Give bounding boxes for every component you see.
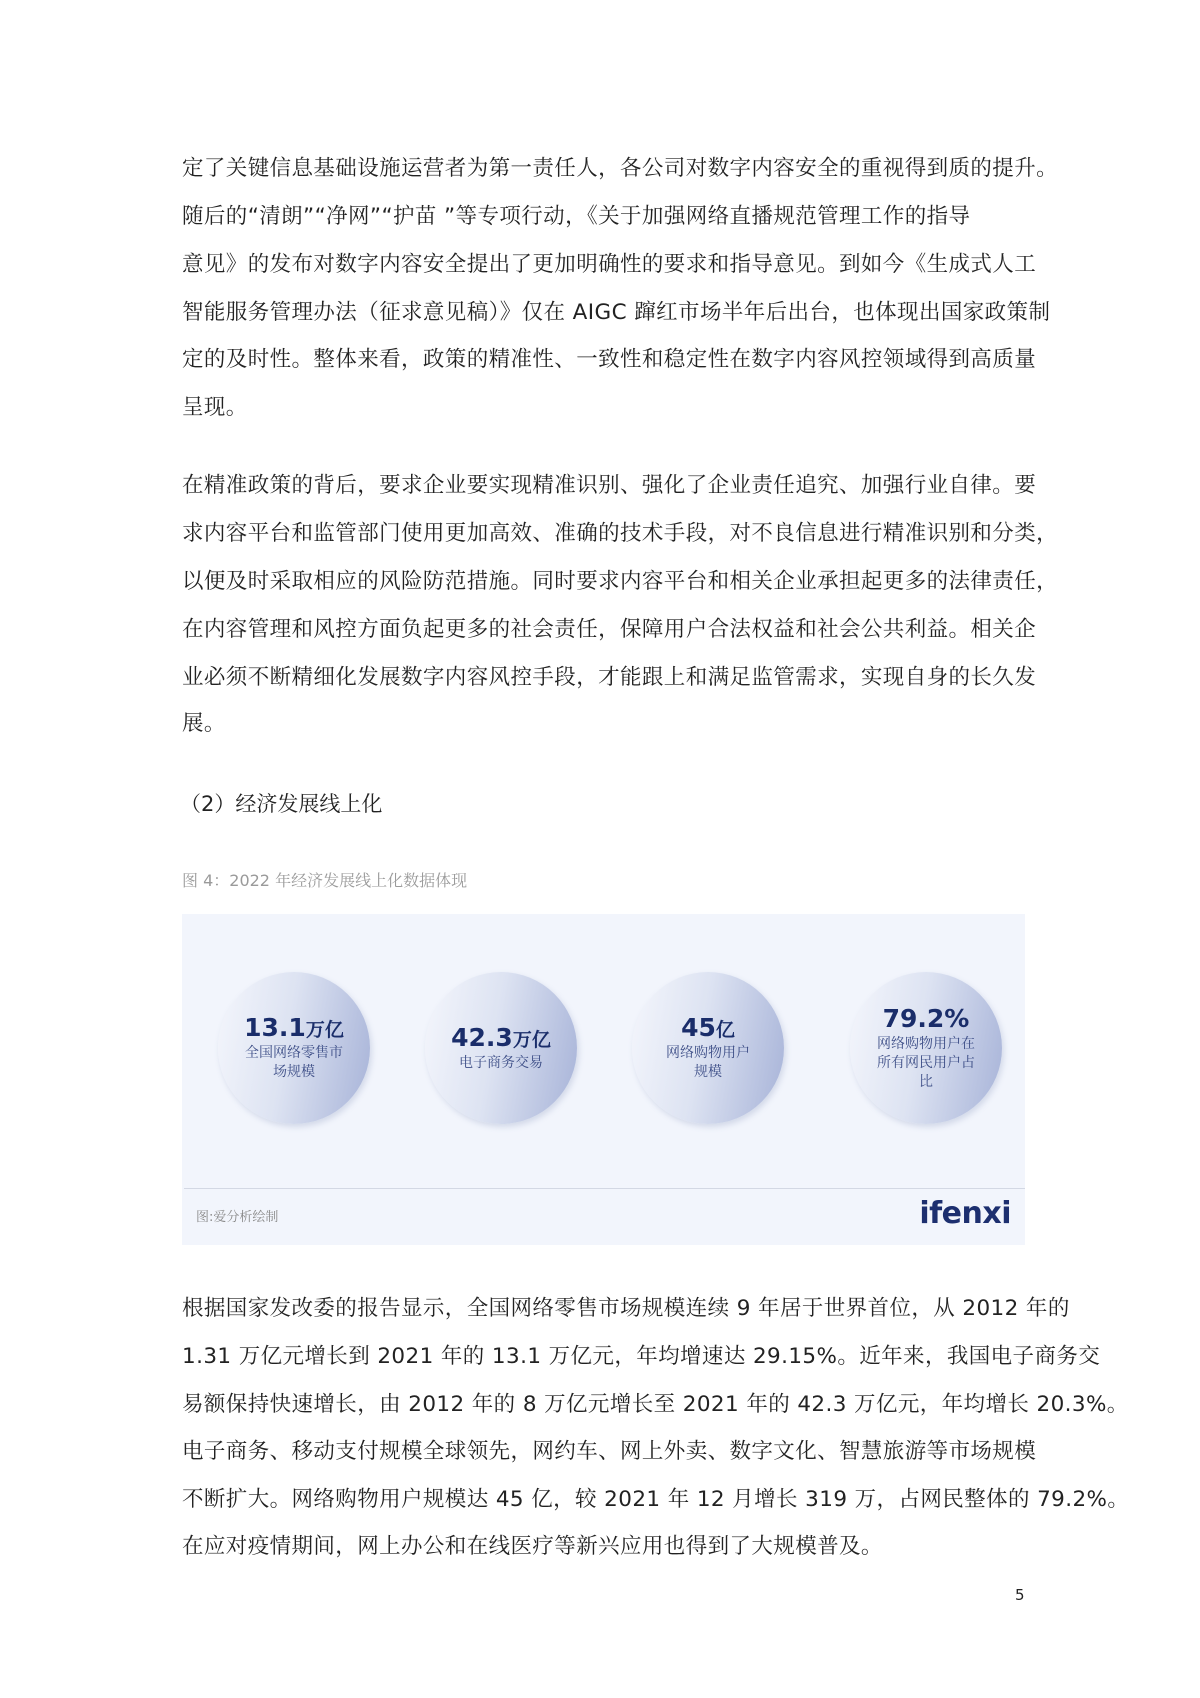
stat-label: 全国网络零售市场规模 xyxy=(245,1045,343,1080)
text-line: 业必须不断精细化发展数字内容风控手段，才能跟上和满足监管需求，实现自身的长久发 xyxy=(182,665,1037,690)
text-line: 在内容管理和风控方面负起更多的社会责任，保障用户合法权益和社会公共利益。相关企 xyxy=(182,617,1037,642)
stat-label: 网络购物用户规模 xyxy=(666,1045,750,1080)
stat-label: 电子商务交易 xyxy=(459,1054,543,1071)
text-line: 在应对疫情期间，网上办公和在线医疗等新兴应用也得到了大规模普及。 xyxy=(182,1534,883,1559)
text-line: 定了关键信息基础设施运营者为第一责任人，各公司对数字内容安全的重视得到质的提升。 xyxy=(182,156,1059,181)
page-number: 5 xyxy=(1015,1586,1025,1604)
figure-caption: 图 4：2022 年经济发展线上化数据体现 xyxy=(182,871,468,890)
stat-circle xyxy=(218,972,370,1124)
stat-circle xyxy=(632,972,784,1124)
text-line: 展。 xyxy=(182,711,226,736)
stat-circle xyxy=(425,972,577,1124)
figure-panel xyxy=(182,914,1025,1245)
stat-value: 45亿 xyxy=(681,1013,735,1042)
text-line: 根据国家发改委的报告显示，全国网络零售市场规模连续 9 年居于世界首位，从 2012 年的 xyxy=(182,1296,1070,1321)
stat-label: 网络购物用户在所有网民用户占比 xyxy=(877,1035,975,1090)
divider xyxy=(184,1188,1025,1189)
text-line: 1.31 万亿元增长到 2021 年的 13.1 万亿元，年均增速达 29.15%。近年来，我国电子商务交 xyxy=(182,1344,1101,1369)
text-line: 随后的“清朗”“净网”“护苗 ”等专项行动，《关于加强网络直播规范管理工作的指导 xyxy=(182,204,971,229)
text-line: 不断扩大。网络购物用户规模达 45 亿，较 2021 年 12 月增长 319 万，占网民整体的 79.2%。 xyxy=(182,1487,1130,1512)
text-line: 易额保持快速增长，由 2012 年的 8 万亿元增长至 2021 年的 42.3 万亿元，年均增长 20.3%。 xyxy=(182,1392,1129,1417)
text-line: 呈现。 xyxy=(182,395,248,420)
text-line: 智能服务管理办法（征求意见稿）》仅在 AIGC 蹿红市场半年后出台，也体现出国家政策制 xyxy=(182,300,1051,325)
stat-value: 42.3万亿 xyxy=(451,1022,551,1052)
text-line: 求内容平台和监管部门使用更加高效、准确的技术手段，对不良信息进行精准识别和分类， xyxy=(182,521,1059,546)
section-heading: （2）经济发展线上化 xyxy=(180,792,383,816)
text-line: 定的及时性。整体来看，政策的精准性、一致性和稳定性在数字内容风控领域得到高质量 xyxy=(182,347,1037,372)
text-line: 在精准政策的背后，要求企业要实现精准识别、强化了企业责任追究、加强行业自律。要 xyxy=(182,473,1037,498)
text-line: 电子商务、移动支付规模全球领先，网约车、网上外卖、数字文化、智慧旅游等市场规模 xyxy=(182,1439,1037,1464)
stat-value: 79.2% xyxy=(882,1003,970,1033)
ifenxi-logo: ifenxi xyxy=(919,1196,1011,1231)
text-line: 以便及时采取相应的风险防范措施。同时要求内容平台和相关企业承担起更多的法律责任， xyxy=(182,569,1059,594)
stat-circle xyxy=(850,972,1002,1124)
figure-source: 图:爱分析绘制 xyxy=(196,1210,279,1225)
text-line: 意见》的发布对数字内容安全提出了更加明确性的要求和指导意见。到如今《生成式人工 xyxy=(182,252,1037,277)
stat-value: 13.1万亿 xyxy=(244,1013,344,1042)
